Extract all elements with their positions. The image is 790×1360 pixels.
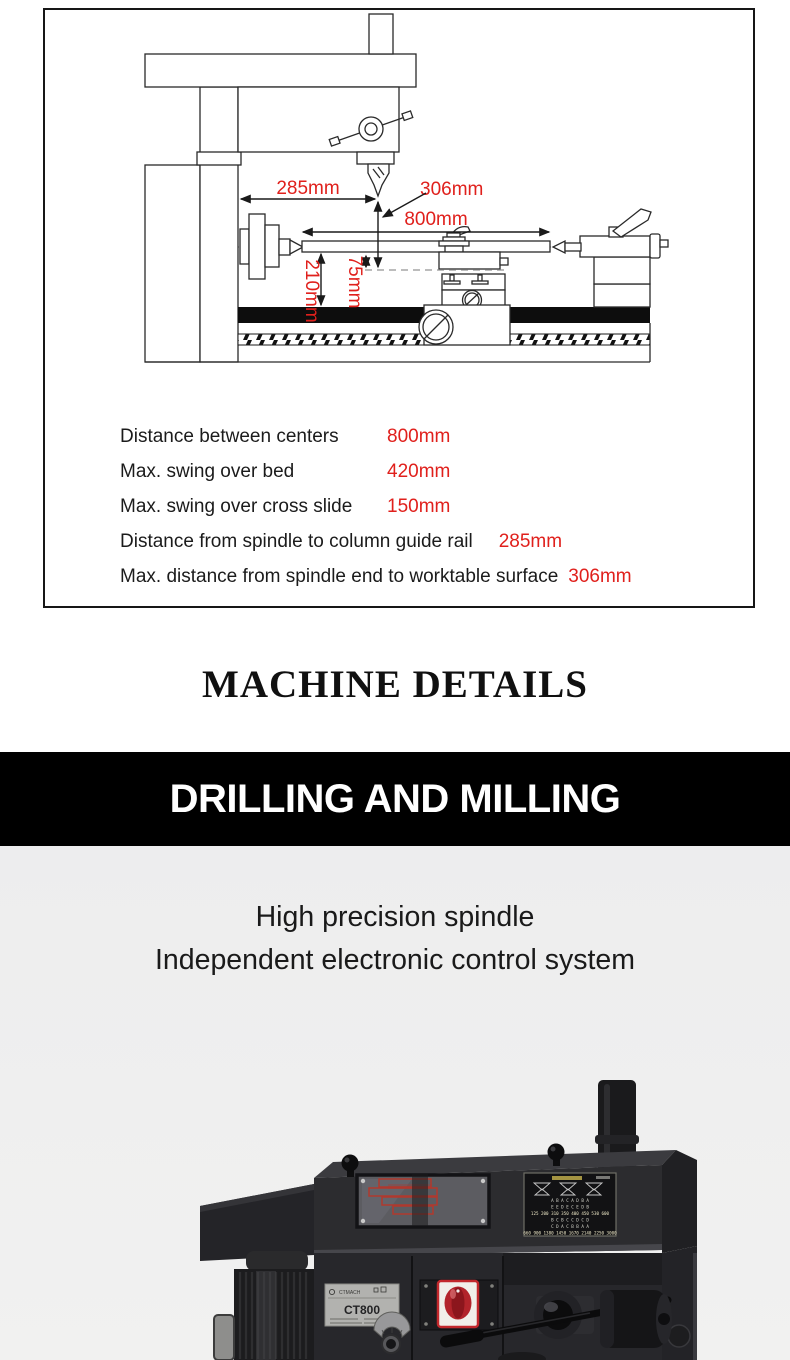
chart-row: A B A C A D B A bbox=[551, 1198, 589, 1203]
spec-value: 150mm bbox=[387, 495, 451, 517]
spec-label: Max. swing over cross slide bbox=[120, 495, 353, 517]
spec-row-spindle-worktable bbox=[120, 559, 632, 594]
motor-bracket bbox=[214, 1315, 234, 1360]
dimension-label-75: 75mm bbox=[344, 255, 365, 309]
machine-photo bbox=[160, 1078, 760, 1360]
dimension-label-306: 306mm bbox=[420, 179, 484, 200]
banner-title: DRILLING AND MILLING bbox=[169, 776, 621, 821]
spec-value: 306mm bbox=[568, 565, 632, 587]
dimension-label-285: 285mm bbox=[276, 178, 340, 199]
spec-label: Max. swing over bed bbox=[120, 460, 295, 482]
drilling-milling-banner bbox=[0, 752, 790, 846]
spec-row-centers bbox=[120, 419, 632, 454]
dimension-diagram-panel bbox=[43, 8, 755, 608]
speed-chart-plate bbox=[523, 1173, 617, 1236]
brand-label: CTMACH bbox=[339, 1290, 361, 1296]
tailstock-handle bbox=[613, 209, 651, 237]
chart-row: B C B C C D C D bbox=[551, 1217, 589, 1223]
belt-cover-window bbox=[357, 1174, 489, 1227]
workpiece-bar bbox=[302, 241, 550, 252]
chart-title-smear bbox=[552, 1176, 582, 1180]
spec-value: 285mm bbox=[498, 530, 563, 552]
feature-line-spindle: High precision spindle bbox=[255, 901, 535, 933]
feature-line-control: Independent electronic control system bbox=[154, 944, 636, 976]
chart-row: 660 900 1380 1450 1670 2140 2250 3000 bbox=[523, 1230, 617, 1236]
spec-row-swing-cross-slide bbox=[120, 489, 632, 524]
power-switch bbox=[420, 1280, 498, 1330]
tailstock-drawing bbox=[580, 209, 668, 307]
spec-row-spindle-column bbox=[120, 524, 632, 559]
motor-assembly bbox=[200, 1184, 314, 1360]
chart-row: C D A C B B A A bbox=[551, 1224, 589, 1229]
dimension-label-800: 800mm bbox=[404, 209, 468, 230]
drill-bit bbox=[368, 164, 389, 196]
machine-details-heading: MACHINE DETAILS bbox=[202, 663, 588, 706]
chart-row: E E D E C E D B bbox=[551, 1204, 589, 1210]
handle-grip bbox=[446, 1336, 478, 1342]
model-label: CT800 bbox=[343, 1303, 381, 1317]
spec-label: Max. distance from spindle end to worktable surface bbox=[120, 565, 559, 587]
spec-label: Distance between centers bbox=[120, 425, 339, 447]
dimension-label-210: 210mm bbox=[301, 259, 322, 323]
spec-list bbox=[120, 419, 632, 594]
spec-value: 800mm bbox=[387, 425, 451, 447]
spec-row-swing-bed bbox=[120, 454, 632, 489]
spec-label: Distance from spindle to column guide rail bbox=[120, 530, 473, 552]
chart-row: 125 200 310 350 400 450 530 600 bbox=[530, 1211, 610, 1216]
spec-value: 420mm bbox=[387, 460, 451, 482]
